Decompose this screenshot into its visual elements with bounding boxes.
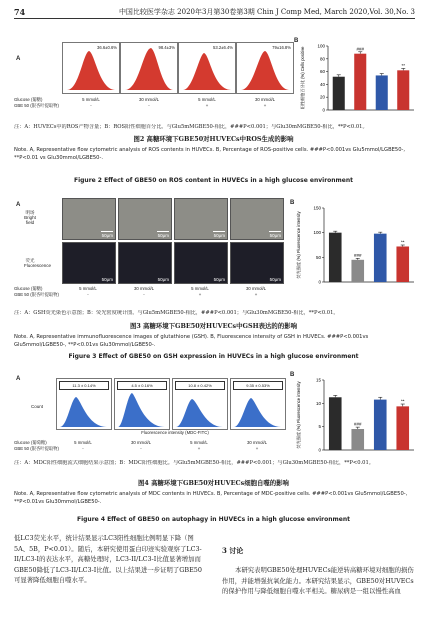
scale-bar-label: 50μm (213, 233, 225, 238)
fig2-percent-2: 98.4±3% (158, 45, 175, 50)
fig4-histogram-4 (230, 378, 286, 430)
scale-bar-line (213, 231, 225, 232)
fig3-bright-image-3 (174, 198, 228, 240)
fig2-chart-bar-2 (376, 75, 388, 110)
fig2-label-b: B (294, 38, 299, 44)
fig4-glucose-1: 5 mmol/L (74, 440, 92, 445)
fig2-caption-zh: 注：A：HUVECs中的ROS产物含量；B：ROS阳性细胞百分比。与Glu5mMGBE50-相比，###P<0.001；与Glu30mMGBE50-相比，**P<0.01。 (14, 124, 368, 130)
fig3-gbe-3: + (198, 292, 202, 297)
fig3-glucose-2: 30 mmol/L (133, 286, 155, 291)
fig4-gbe-2: - (140, 446, 142, 451)
fig2-gbe-4: + (263, 103, 267, 108)
fig3-cond-gbe: GBE 50 (银杏叶提取物) (14, 292, 59, 297)
body-text-right: 本研究表明GBE50处理HUVECs能逆转高糖环境对细胞的损伤作用，并能增强抗氧化能力。本研究结果显示，GBE50对HUVECs的保护作用与降低细胞自噬水平相关。糖尿病是一组以慢性高血 (222, 566, 414, 595)
fig4-chart-sig-1: ### (353, 421, 362, 427)
fig3-label-a: A (16, 202, 21, 208)
fig4-histogram-3-plot (173, 379, 227, 429)
section-heading-discussion: 3 讨论 (222, 546, 244, 555)
fig4-histogram-1-curve (60, 397, 107, 427)
fig3-row-bright: 明场 Bright field (24, 210, 36, 225)
fig3-fluor-image-1 (62, 242, 116, 284)
fig2-chart-sig-1: ### (356, 46, 365, 52)
fig4-chart-bar-2 (374, 400, 387, 450)
fig2-chart-bar-1 (354, 54, 366, 110)
fig2-caption-en: Note. A, Representative flow cytometric analysis of ROS contents in HUVECs. B, Percentage of ROS-positive cells. ###P<0.001vs Glu5mmol/LGBE50-, **P<0.01 vs Glu30mmol/LGBE50-. (14, 147, 406, 161)
fig4-gbe-3: + (197, 446, 201, 451)
scale-bar-label: 50μm (157, 277, 169, 282)
fig3-chart-ytick-label-0: 0 (318, 279, 321, 285)
running-header (14, 6, 415, 19)
scale-bar-label: 50μm (101, 277, 113, 282)
fig4-y-axis-label: Count (30, 404, 43, 409)
fig3-chart-sig-1: ### (353, 252, 362, 258)
fig2-chart-ytick-label-5: 100 (317, 43, 325, 49)
fig4-label-b: B (290, 372, 295, 378)
fig4-gate-2: 4.5 ± 0.16% (117, 381, 167, 390)
fig3-bright-image-1 (62, 198, 116, 240)
fig2-chart-ytick-label-1: 20 (319, 94, 325, 100)
fig2-bar-chart (298, 38, 418, 116)
fig4-glucose-4: 30 mmol/L (246, 440, 268, 445)
fig4-histogram-2-plot (115, 379, 169, 429)
fig4-label-a: A (16, 376, 21, 382)
fig3-chart-bar-3 (396, 246, 409, 282)
fig2-histogram-2-curve (125, 48, 173, 90)
scale-bar-label: 50μm (101, 233, 113, 238)
fig4-title-en: Figure 4 Effect of GBE50 on autophagy in HUVECs in a high glucose environment (76, 516, 350, 523)
fig4-bar-chart (294, 372, 418, 456)
fig4-chart-ytick-label-0: 0 (318, 447, 321, 453)
fig2-chart-bar-0 (333, 77, 345, 110)
fig4-x-axis-label: Fluorescence intensity (MDC-FITC) (141, 430, 209, 435)
fig4-histogram-1 (56, 378, 112, 430)
fig2-chart-ytick-label-3: 60 (319, 69, 325, 75)
fig4-glucose-3: 5 mmol/L (190, 440, 208, 445)
fig4-histogram-2 (114, 378, 170, 430)
scale-bar-line (157, 231, 169, 232)
scale-bar-label: 50μm (269, 277, 281, 282)
fig2-histogram-4-plot (237, 43, 293, 93)
fig4-caption-en: Note. A, Representative flow cytometric analysis of MDC contents in HUVECs. B, Percentage of MDC-positive cells. ###P<0.001vs Glu5mmol/LGBE50-, **P<0.01vs Glu30mmol/LGBE50-. (14, 491, 408, 505)
fig2-label-a: A (16, 56, 21, 62)
fig2-percent-3: 53.2±6.4% (213, 45, 233, 50)
fig3-bright-image-2 (118, 198, 172, 240)
fig2-title-zh: 图2 高糖环境下GBE50对HUVECs中ROS生成的影响 (133, 135, 294, 143)
fig2-histogram-2-plot (121, 43, 177, 93)
fig4-histogram-1-plot (57, 379, 111, 429)
fig4-bar-chart-svg (294, 372, 418, 456)
fig4-chart-ylabel: 荧光强度 (%) Fluorescence intensity (296, 381, 301, 449)
fig4-histogram-2-curve (118, 393, 165, 427)
fig2-histogram-4 (236, 42, 294, 94)
fig2-chart-ytick-label-4: 80 (319, 56, 325, 62)
fig3-gbe-1: - (87, 292, 89, 297)
fig4-chart-bar-3 (396, 406, 409, 450)
fig2-chart-sig-3: ** (401, 62, 406, 68)
fig2-histogram-3-curve (183, 53, 231, 90)
fig3-gbe-4: + (254, 292, 258, 297)
fig2-percent-1: 36.6±0.6% (97, 45, 117, 50)
fig4-cond-gbe: GBE 50 (银杏叶提取物) (14, 446, 59, 451)
fig4-gate-1: 11.3 ± 0.14% (59, 381, 109, 390)
fig4-gbe-4: + (255, 446, 259, 451)
fig2-histogram-1 (62, 42, 120, 94)
fig3-chart-bar-0 (329, 233, 342, 282)
fig2-cond-gbe: GBE 50 (银杏叶提取物) (14, 103, 59, 108)
fig3-chart-ytick-label-1: 50 (315, 254, 321, 260)
fig2-chart-ylabel: 阳性细胞百分比 (%) Cells positive (300, 46, 305, 110)
fig2-histogram-1-curve (67, 51, 115, 90)
fig4-histogram-3-curve (176, 399, 223, 427)
fig2-glucose-1: 5 mmol/L (82, 97, 100, 102)
fig4-histogram-3 (172, 378, 228, 430)
fig3-bright-image-4 (230, 198, 284, 240)
fig3-fluor-image-4 (230, 242, 284, 284)
fig3-fluor-image-2 (118, 242, 172, 284)
fig3-gbe-2: - (143, 292, 145, 297)
fig3-row-fluor: 荧光 Fluorescence (24, 258, 52, 268)
fig2-chart-ytick-label-2: 40 (319, 81, 325, 87)
fig4-chart-ytick-label-3: 15 (315, 377, 321, 383)
fig2-histogram-3-plot (179, 43, 235, 93)
scale-bar-line (269, 231, 281, 232)
scale-bar-label: 50μm (213, 277, 225, 282)
fig2-glucose-4: 30 mmol/L (254, 97, 276, 102)
fig2-glucose-3: 5 mmol/L (198, 97, 216, 102)
fig2-chart-ytick-label-0: 0 (322, 107, 325, 113)
body-text-left: 低LC3荧光水平，统计结果显示LC3阳性细胞比例明显下降（图5A、5B，P<0.01）。随后，本研究使用蛋白印迹实验观察了LC3-II/LC3-I的表达水平，高糖处理时，LC3-II/LC3-I比值显著增加而GBE50降低了LC3-II/LC3-I比值。以上结果进一步证明了GBE50可显著降低细胞自噬水平。 (14, 534, 202, 584)
fig4-histogram-4-plot (231, 379, 285, 429)
scale-bar-line (101, 231, 113, 232)
fig2-gbe-3: + (205, 103, 209, 108)
fig2-histogram-2 (120, 42, 178, 94)
scale-bar-label: 50μm (157, 233, 169, 238)
fig3-chart-sig-3: ** (400, 239, 405, 245)
fig2-percent-4: 79±16.8% (272, 45, 291, 50)
fig3-cond-glucose: Glucose (葡糖) (14, 286, 43, 291)
fig2-histogram-4-curve (241, 51, 289, 90)
fig2-glucose-2: 30 mmol/L (138, 97, 160, 102)
fig3-bar-chart-svg (294, 200, 418, 288)
fig4-histogram-4-curve (234, 398, 281, 427)
fig4-gbe-1: - (82, 446, 84, 451)
fig3-chart-ylabel: 荧光强度 (%) Fluorescence intensity (296, 211, 301, 279)
fig3-glucose-3: 5 mmol/L (191, 286, 209, 291)
scale-bar-label: 50μm (269, 233, 281, 238)
fig4-title-zh: 图4 高糖环境下GBE50对HUVECs细胞自噬的影响 (138, 479, 289, 487)
journal-citation: 中国比较医学杂志 2020年3月第30卷第3期 Chin J Comp Med, March 2020,Vol. 30,No. 3 (118, 8, 415, 16)
fig3-glucose-4: 30 mmol/L (245, 286, 267, 291)
fig3-fluor-image-3 (174, 242, 228, 284)
fig2-gbe-2: - (148, 103, 150, 108)
fig3-title-en: Figure 3 Effect of GBE50 on GSH expression in HUVECs in a high glucose environment (68, 353, 359, 360)
fig2-gbe-1: - (90, 103, 92, 108)
fig2-chart-bar-3 (397, 70, 409, 110)
fig4-chart-sig-3: ** (400, 398, 405, 404)
fig3-chart-bar-1 (351, 260, 364, 282)
fig4-caption-zh: 注：A：MDC阳性细胞流式细胞结果示意图；B：MDC阳性细胞比。与Glu5mMGBE50-相比，###P<0.001；与Glu30mMGBE50-相比，**P<0.01。 (14, 460, 374, 466)
fig4-gate-3: 10.8 ± 0.42% (175, 381, 225, 390)
fig2-bar-chart-svg (298, 38, 418, 116)
page-number: 74 (14, 7, 26, 17)
fig3-caption-zh: 注：A：GSH荧光染色示意图；B：荧光密度统计图。与Glu5mMGBE50-相比，###P<0.001；与Glu30mMGBE50-相比，**P<0.01。 (14, 310, 339, 316)
fig4-chart-bar-0 (329, 397, 342, 450)
fig3-chart-ytick-label-3: 150 (313, 205, 321, 211)
fig2-title-en: Figure 2 Effect of GBE50 on ROS content in HUVECs in a high glucose environment (73, 177, 354, 184)
fig3-label-b: B (290, 200, 295, 206)
fig2-histogram-1-plot (63, 43, 119, 93)
fig3-title-zh: 图3 高糖环境下GBE50对HUVECs中GSH表达的的影响 (130, 322, 297, 330)
fig2-histogram-3 (178, 42, 236, 94)
fig3-chart-bar-2 (374, 234, 387, 282)
fig4-glucose-2: 30 mmol/L (130, 440, 152, 445)
fig4-chart-ytick-label-2: 10 (315, 400, 321, 406)
fig3-chart-ytick-label-2: 100 (313, 230, 321, 236)
fig4-cond-glucose: Glucose (葡萄糖) (14, 440, 47, 445)
fig3-caption-en: Note. A, Representative immunofluorescence images of glutathione (GSH). B, Fluorescence intensity of GSH in HUVECs. ###P<0.001vs Glu5mmol/LGBE50-, **P<0.01vs Glu30mmol/LGBE50-. (14, 334, 369, 348)
fig4-chart-ytick-label-1: 5 (318, 424, 321, 430)
fig3-glucose-1: 5 mmol/L (79, 286, 97, 291)
fig4-gate-4: 9.35 ± 0.53% (233, 381, 283, 390)
fig3-bar-chart (294, 200, 418, 288)
fig4-chart-bar-1 (351, 429, 364, 450)
fig2-cond-glucose: Glucose (葡糖) (14, 97, 43, 102)
